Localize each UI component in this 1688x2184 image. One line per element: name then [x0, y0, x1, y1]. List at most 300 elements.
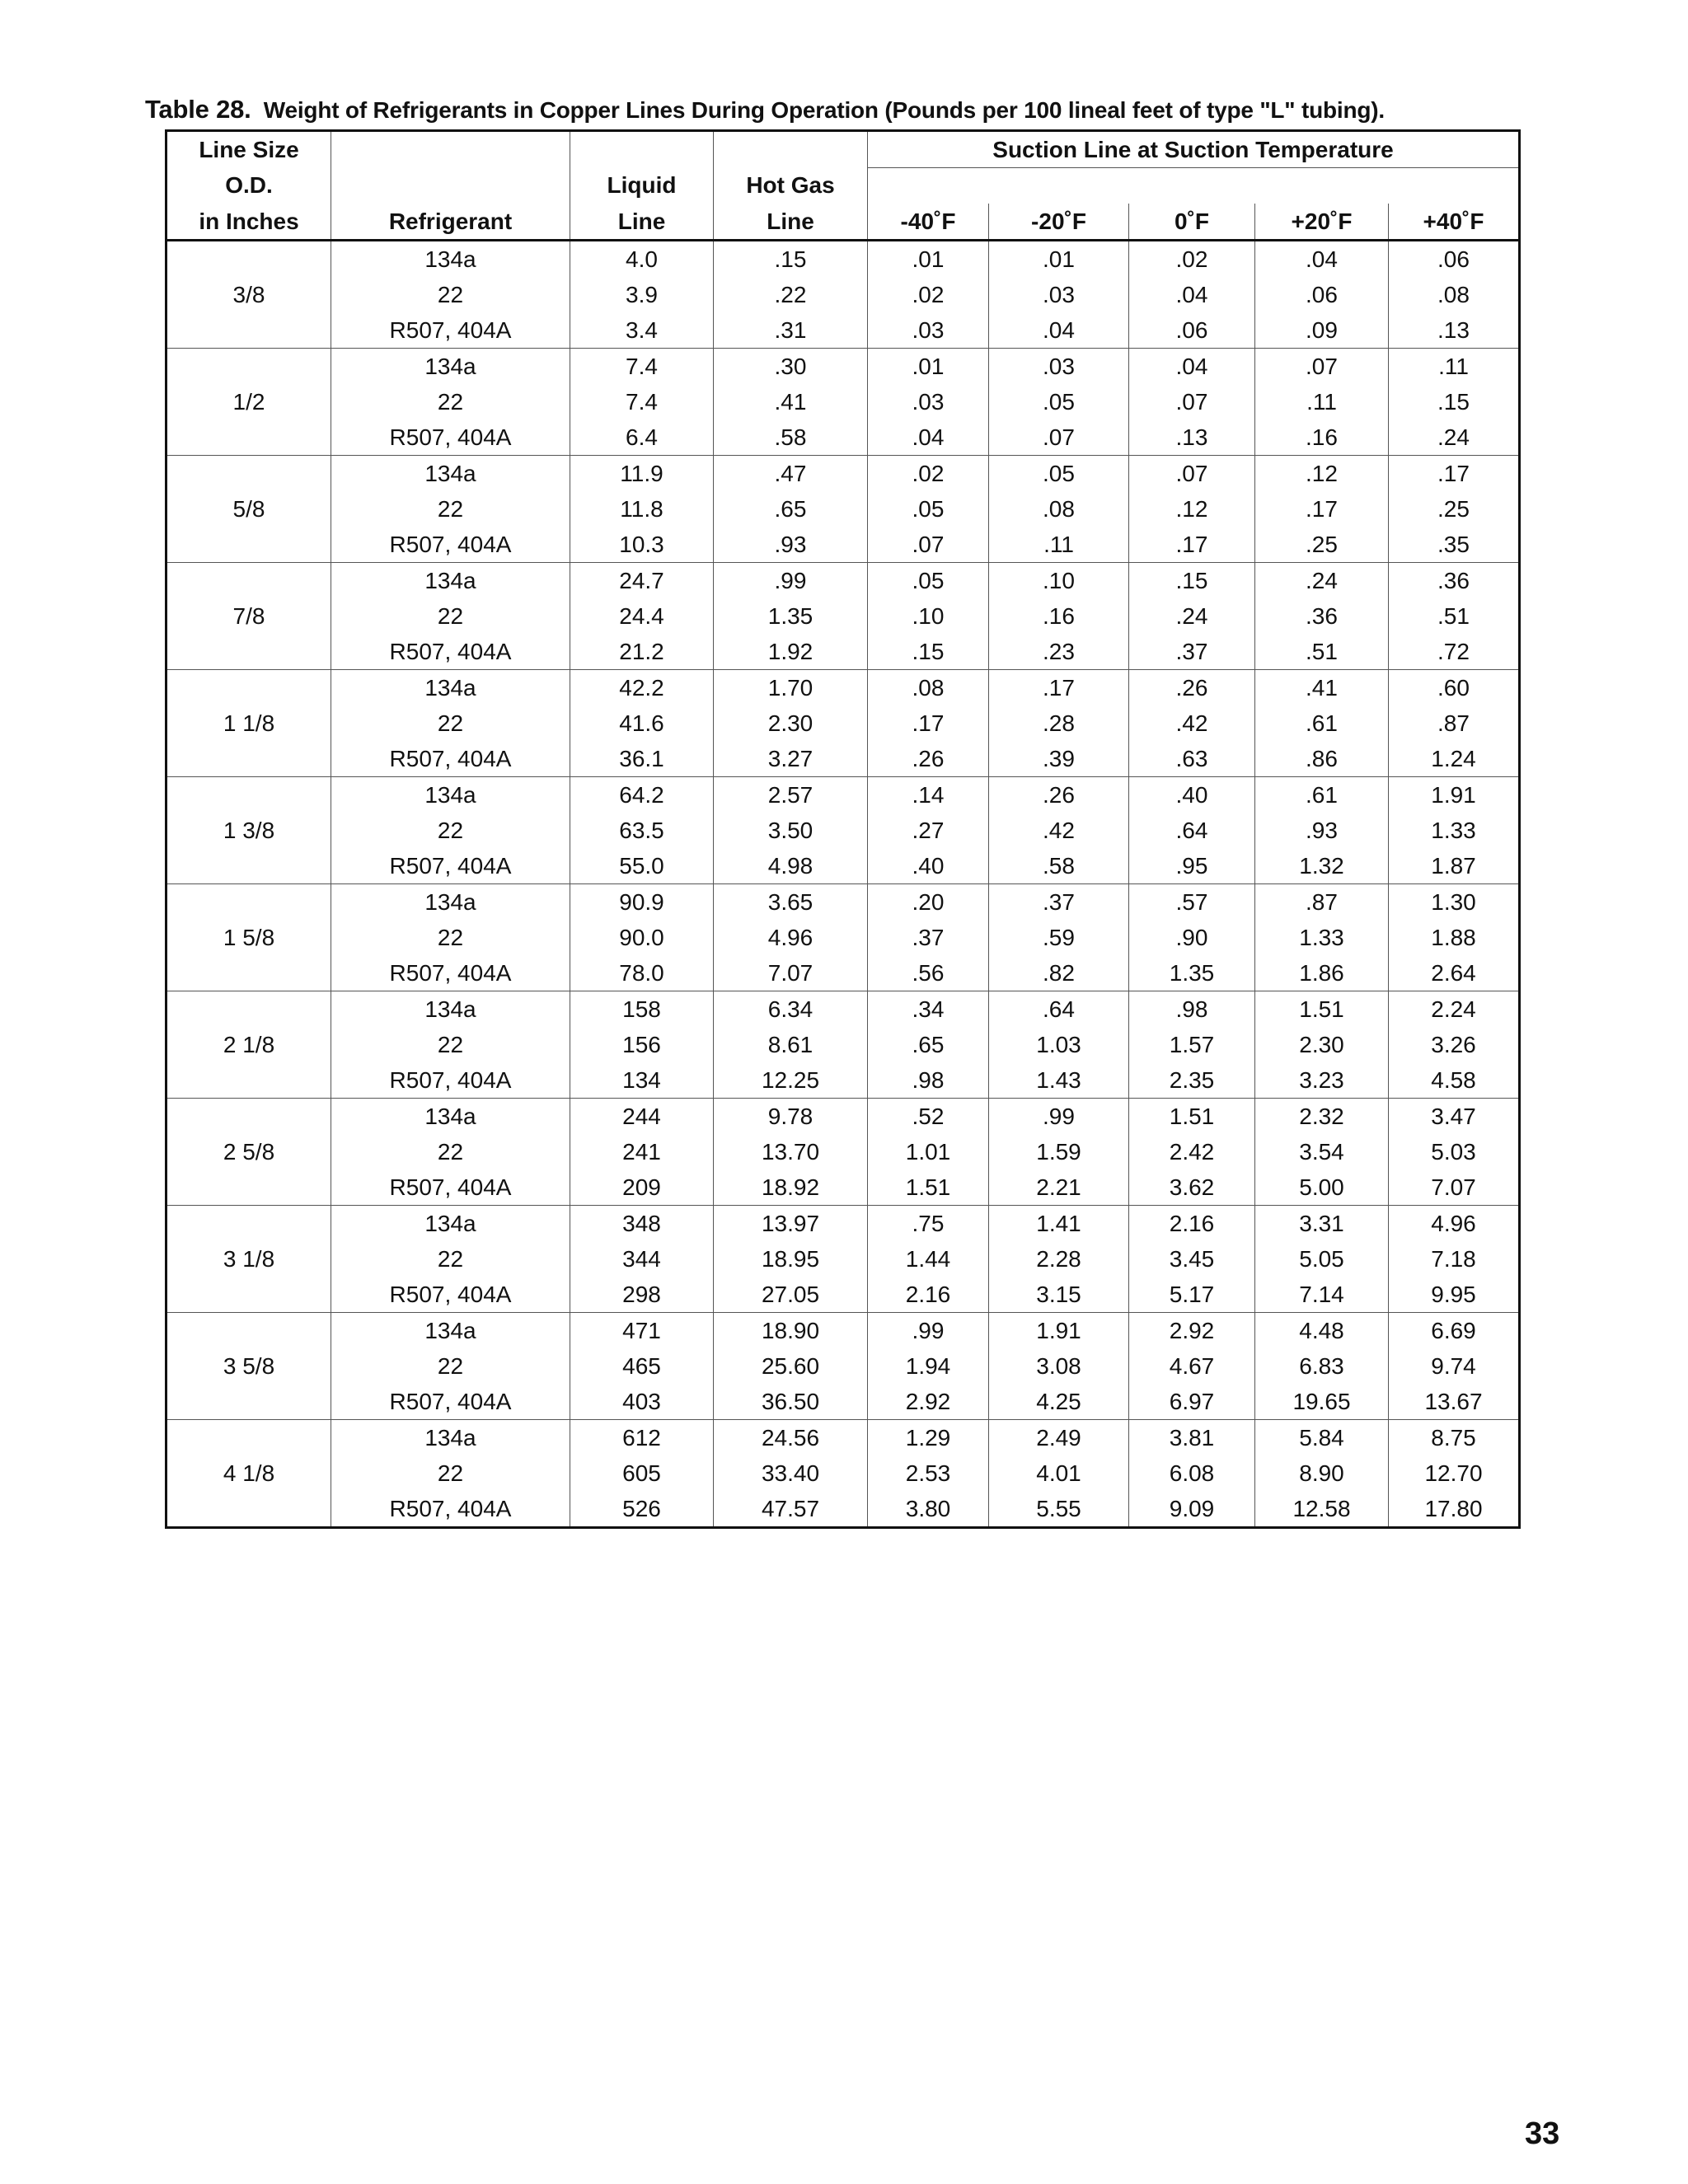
value-cell: .26	[989, 777, 1129, 813]
value-cell: .07	[1129, 384, 1255, 419]
value-cell: 8.61	[714, 1027, 868, 1062]
header-blank	[989, 168, 1129, 204]
refrigerant-cell: 134a	[331, 563, 570, 599]
table-row	[166, 848, 1520, 884]
table-row	[166, 456, 1520, 492]
value-cell: .99	[989, 1099, 1129, 1135]
header-row-2	[166, 168, 1520, 204]
table-row	[166, 1134, 1520, 1169]
table-row	[166, 1206, 1520, 1242]
value-cell: .99	[868, 1313, 989, 1349]
header-blank	[570, 131, 714, 168]
value-cell: 2.92	[1129, 1313, 1255, 1349]
value-cell: 5.00	[1255, 1169, 1389, 1206]
value-cell: .07	[989, 419, 1129, 456]
header-row-1	[166, 131, 1520, 168]
value-cell: 1.91	[1389, 777, 1520, 813]
value-cell: .13	[1129, 419, 1255, 456]
table-row	[166, 920, 1520, 955]
value-cell: 5.55	[989, 1491, 1129, 1528]
header-temp: -40˚F	[868, 204, 989, 241]
value-cell: .65	[868, 1027, 989, 1062]
value-cell: .07	[868, 527, 989, 563]
value-cell: .11	[1255, 384, 1389, 419]
value-cell: 4.67	[1129, 1348, 1255, 1384]
value-cell: 4.01	[989, 1455, 1129, 1491]
value-cell: 156	[570, 1027, 714, 1062]
value-cell: 6.4	[570, 419, 714, 456]
table-row	[166, 598, 1520, 634]
line-size-cell: 2 1/8	[166, 991, 331, 1099]
value-cell: .95	[1129, 848, 1255, 884]
value-cell: 42.2	[570, 670, 714, 706]
value-cell: .01	[989, 241, 1129, 278]
value-cell: 2.28	[989, 1241, 1129, 1277]
value-cell: 3.47	[1389, 1099, 1520, 1135]
value-cell: .16	[989, 598, 1129, 634]
header-line-size-1: Line Size	[199, 136, 299, 162]
value-cell: .01	[868, 349, 989, 385]
refrigerant-cell: R507, 404A	[331, 1169, 570, 1206]
line-size-cell: 5/8	[166, 456, 331, 563]
value-cell: 1.88	[1389, 920, 1520, 955]
value-cell: 13.67	[1389, 1384, 1520, 1420]
value-cell: .41	[714, 384, 868, 419]
value-cell: 3.31	[1255, 1206, 1389, 1242]
value-cell: .42	[1129, 705, 1255, 741]
value-cell: .65	[714, 491, 868, 527]
header-temp: 0˚F	[1129, 204, 1255, 241]
table-row	[166, 1384, 1520, 1420]
value-cell: .02	[868, 277, 989, 312]
value-cell: .10	[989, 563, 1129, 599]
header-line-size-2: O.D.	[225, 172, 273, 199]
value-cell: 64.2	[570, 777, 714, 813]
value-cell: 244	[570, 1099, 714, 1135]
value-cell: .60	[1389, 670, 1520, 706]
table-row	[166, 241, 1520, 278]
value-cell: 2.16	[868, 1277, 989, 1313]
value-cell: .98	[1129, 991, 1255, 1028]
table-row	[166, 813, 1520, 848]
value-cell: 36.50	[714, 1384, 868, 1420]
value-cell: 12.58	[1255, 1491, 1389, 1528]
value-cell: 1.59	[989, 1134, 1129, 1169]
value-cell: .11	[1389, 349, 1520, 385]
value-cell: 7.14	[1255, 1277, 1389, 1313]
refrigerant-cell: R507, 404A	[331, 1491, 570, 1528]
value-cell: .61	[1255, 705, 1389, 741]
value-cell: .28	[989, 705, 1129, 741]
header-blank	[714, 131, 868, 168]
refrigerant-cell: 134a	[331, 670, 570, 706]
value-cell: 1.70	[714, 670, 868, 706]
value-cell: 11.8	[570, 491, 714, 527]
refrigerant-cell: 134a	[331, 1099, 570, 1135]
value-cell: .93	[714, 527, 868, 563]
value-cell: 8.90	[1255, 1455, 1389, 1491]
value-cell: 13.70	[714, 1134, 868, 1169]
value-cell: .75	[868, 1206, 989, 1242]
value-cell: 5.17	[1129, 1277, 1255, 1313]
value-cell: 3.08	[989, 1348, 1129, 1384]
value-cell: .02	[1129, 241, 1255, 278]
value-cell: .16	[1255, 419, 1389, 456]
value-cell: 55.0	[570, 848, 714, 884]
refrigerant-cell: 134a	[331, 456, 570, 492]
value-cell: .15	[1389, 384, 1520, 419]
table-row	[166, 1099, 1520, 1135]
table-row	[166, 312, 1520, 349]
refrigerant-cell: 134a	[331, 349, 570, 385]
value-cell: 526	[570, 1491, 714, 1528]
header-hot-gas-1: Hot Gas	[714, 168, 868, 204]
value-cell: .72	[1389, 634, 1520, 670]
value-cell: .59	[989, 920, 1129, 955]
value-cell: 3.23	[1255, 1062, 1389, 1099]
header-blank	[1255, 168, 1389, 204]
value-cell: .86	[1255, 741, 1389, 777]
value-cell: .34	[868, 991, 989, 1028]
refrigerant-cell: R507, 404A	[331, 634, 570, 670]
value-cell: .87	[1389, 705, 1520, 741]
value-cell: 24.7	[570, 563, 714, 599]
value-cell: .25	[1389, 491, 1520, 527]
value-cell: .42	[989, 813, 1129, 848]
value-cell: 9.74	[1389, 1348, 1520, 1384]
value-cell: .08	[868, 670, 989, 706]
value-cell: .03	[868, 312, 989, 349]
value-cell: 1.32	[1255, 848, 1389, 884]
value-cell: .56	[868, 955, 989, 991]
value-cell: .04	[1255, 241, 1389, 278]
header-liquid-1: Liquid	[570, 168, 714, 204]
table-row	[166, 670, 1520, 706]
value-cell: 4.25	[989, 1384, 1129, 1420]
header-row-3	[166, 204, 1520, 241]
value-cell: 11.9	[570, 456, 714, 492]
table-row	[166, 1027, 1520, 1062]
table-row	[166, 1455, 1520, 1491]
value-cell: 465	[570, 1348, 714, 1384]
value-cell: 2.30	[1255, 1027, 1389, 1062]
value-cell: .06	[1129, 312, 1255, 349]
value-cell: 2.30	[714, 705, 868, 741]
value-cell: 1.35	[714, 598, 868, 634]
value-cell: 7.4	[570, 349, 714, 385]
value-cell: .64	[989, 991, 1129, 1028]
value-cell: 1.86	[1255, 955, 1389, 991]
value-cell: 3.65	[714, 884, 868, 921]
value-cell: 12.70	[1389, 1455, 1520, 1491]
value-cell: .82	[989, 955, 1129, 991]
value-cell: 1.33	[1255, 920, 1389, 955]
table-row	[166, 955, 1520, 991]
value-cell: 27.05	[714, 1277, 868, 1313]
value-cell: 605	[570, 1455, 714, 1491]
value-cell: .37	[989, 884, 1129, 921]
value-cell: .51	[1389, 598, 1520, 634]
value-cell: 47.57	[714, 1491, 868, 1528]
value-cell: .26	[1129, 670, 1255, 706]
value-cell: 298	[570, 1277, 714, 1313]
value-cell: 2.21	[989, 1169, 1129, 1206]
value-cell: 8.75	[1389, 1420, 1520, 1456]
value-cell: 1.33	[1389, 813, 1520, 848]
value-cell: 2.35	[1129, 1062, 1255, 1099]
table-row	[166, 1062, 1520, 1099]
value-cell: 2.32	[1255, 1099, 1389, 1135]
value-cell: 90.0	[570, 920, 714, 955]
value-cell: .24	[1255, 563, 1389, 599]
value-cell: .14	[868, 777, 989, 813]
value-cell: .04	[868, 419, 989, 456]
value-cell: .93	[1255, 813, 1389, 848]
value-cell: .15	[868, 634, 989, 670]
value-cell: 9.95	[1389, 1277, 1520, 1313]
refrigerant-cell: R507, 404A	[331, 848, 570, 884]
refrigerant-cell: R507, 404A	[331, 955, 570, 991]
header-refrigerant: Refrigerant	[331, 204, 570, 241]
value-cell: 1.51	[868, 1169, 989, 1206]
value-cell: 6.08	[1129, 1455, 1255, 1491]
value-cell: .12	[1129, 491, 1255, 527]
value-cell: .63	[1129, 741, 1255, 777]
value-cell: 1.51	[1255, 991, 1389, 1028]
value-cell: 1.92	[714, 634, 868, 670]
value-cell: .58	[714, 419, 868, 456]
header-blank	[331, 131, 570, 168]
value-cell: 78.0	[570, 955, 714, 991]
value-cell: 5.84	[1255, 1420, 1389, 1456]
table-row	[166, 884, 1520, 921]
refrigerant-cell: 22	[331, 1241, 570, 1277]
value-cell: 1.01	[868, 1134, 989, 1169]
value-cell: .06	[1389, 241, 1520, 278]
refrigerant-cell: R507, 404A	[331, 419, 570, 456]
table-row	[166, 1277, 1520, 1313]
value-cell: 18.92	[714, 1169, 868, 1206]
value-cell: 3.9	[570, 277, 714, 312]
value-cell: 3.15	[989, 1277, 1129, 1313]
value-cell: .11	[989, 527, 1129, 563]
refrigerant-cell: 22	[331, 277, 570, 312]
value-cell: .36	[1255, 598, 1389, 634]
refrigerant-cell: 22	[331, 1348, 570, 1384]
header-temp: +20˚F	[1255, 204, 1389, 241]
value-cell: 1.03	[989, 1027, 1129, 1062]
header-temp: -20˚F	[989, 204, 1129, 241]
value-cell: .24	[1389, 419, 1520, 456]
value-cell: 6.69	[1389, 1313, 1520, 1349]
value-cell: 403	[570, 1384, 714, 1420]
value-cell: .99	[714, 563, 868, 599]
page-number: 33	[1525, 2116, 1560, 2151]
value-cell: 9.78	[714, 1099, 868, 1135]
table-row	[166, 777, 1520, 813]
value-cell: .08	[989, 491, 1129, 527]
table-row	[166, 527, 1520, 563]
value-cell: 4.0	[570, 241, 714, 278]
value-cell: 1.35	[1129, 955, 1255, 991]
value-cell: .17	[1255, 491, 1389, 527]
value-cell: .37	[1129, 634, 1255, 670]
value-cell: 5.05	[1255, 1241, 1389, 1277]
value-cell: .07	[1255, 349, 1389, 385]
value-cell: 1.24	[1389, 741, 1520, 777]
value-cell: 18.90	[714, 1313, 868, 1349]
header-hot-gas-2: Line	[714, 204, 868, 241]
value-cell: .09	[1255, 312, 1389, 349]
line-size-cell: 1 5/8	[166, 884, 331, 991]
value-cell: .36	[1389, 563, 1520, 599]
table-row	[166, 277, 1520, 312]
value-cell: 1.44	[868, 1241, 989, 1277]
value-cell: .12	[1255, 456, 1389, 492]
value-cell: .06	[1255, 277, 1389, 312]
value-cell: .90	[1129, 920, 1255, 955]
value-cell: 1.57	[1129, 1027, 1255, 1062]
value-cell: 4.98	[714, 848, 868, 884]
header-line-size-3: in Inches	[166, 204, 331, 241]
value-cell: .23	[989, 634, 1129, 670]
value-cell: 6.83	[1255, 1348, 1389, 1384]
table-caption-label: Table 28.	[145, 95, 251, 124]
value-cell: .17	[1129, 527, 1255, 563]
value-cell: 18.95	[714, 1241, 868, 1277]
line-size-cell: 4 1/8	[223, 1460, 275, 1486]
table-caption	[145, 95, 1546, 124]
refrigerant-cell: R507, 404A	[331, 527, 570, 563]
refrigerant-cell: R507, 404A	[331, 741, 570, 777]
value-cell: 21.2	[570, 634, 714, 670]
line-size-cell: 1/2	[166, 349, 331, 456]
value-cell: 3.54	[1255, 1134, 1389, 1169]
value-cell: 19.65	[1255, 1384, 1389, 1420]
table-row	[166, 563, 1520, 599]
table-row	[166, 349, 1520, 385]
value-cell: 63.5	[570, 813, 714, 848]
header-liquid-2: Line	[570, 204, 714, 241]
value-cell: 90.9	[570, 884, 714, 921]
value-cell: 4.48	[1255, 1313, 1389, 1349]
value-cell: .03	[868, 384, 989, 419]
table-row	[166, 1169, 1520, 1206]
value-cell: .47	[714, 456, 868, 492]
table-row	[166, 419, 1520, 456]
table-row	[166, 491, 1520, 527]
value-cell: 7.07	[714, 955, 868, 991]
header-blank	[868, 168, 989, 204]
value-cell: .07	[1129, 456, 1255, 492]
refrigerant-weight-table	[165, 129, 1521, 1529]
value-cell: 6.34	[714, 991, 868, 1028]
value-cell: .03	[989, 349, 1129, 385]
table-row	[166, 1420, 1520, 1456]
value-cell: 4.96	[1389, 1206, 1520, 1242]
value-cell: .17	[989, 670, 1129, 706]
value-cell: 209	[570, 1169, 714, 1206]
value-cell: .05	[868, 563, 989, 599]
refrigerant-cell: 22	[331, 813, 570, 848]
value-cell: 3.26	[1389, 1027, 1520, 1062]
value-cell: 2.57	[714, 777, 868, 813]
line-size-cell: 1 3/8	[166, 777, 331, 884]
value-cell: .04	[1129, 349, 1255, 385]
refrigerant-cell: 134a	[331, 1206, 570, 1242]
value-cell: .40	[1129, 777, 1255, 813]
table-row	[166, 1348, 1520, 1384]
table-row	[166, 741, 1520, 777]
value-cell: 134	[570, 1062, 714, 1099]
line-size-cell: 7/8	[166, 563, 331, 670]
header-suction-group: Suction Line at Suction Temperature	[868, 131, 1520, 168]
value-cell: .35	[1389, 527, 1520, 563]
value-cell: 2.16	[1129, 1206, 1255, 1242]
table-row	[166, 384, 1520, 419]
value-cell: 1.43	[989, 1062, 1129, 1099]
value-cell: 348	[570, 1206, 714, 1242]
value-cell: .39	[989, 741, 1129, 777]
value-cell: 3.81	[1129, 1420, 1255, 1456]
refrigerant-cell: R507, 404A	[331, 1277, 570, 1313]
value-cell: 1.91	[989, 1313, 1129, 1349]
line-size-cell: 3 5/8	[166, 1313, 331, 1420]
value-cell: .03	[989, 277, 1129, 312]
value-cell: 36.1	[570, 741, 714, 777]
value-cell: 9.09	[1129, 1491, 1255, 1528]
value-cell: 2.53	[868, 1455, 989, 1491]
value-cell: 3.50	[714, 813, 868, 848]
value-cell: .25	[1255, 527, 1389, 563]
value-cell: 7.07	[1389, 1169, 1520, 1206]
refrigerant-cell: R507, 404A	[331, 1384, 570, 1420]
table-body	[166, 241, 1520, 1528]
refrigerant-cell: R507, 404A	[331, 1062, 570, 1099]
value-cell: 24.4	[570, 598, 714, 634]
value-cell: .27	[868, 813, 989, 848]
value-cell: .51	[1255, 634, 1389, 670]
value-cell: .02	[868, 456, 989, 492]
value-cell: .04	[1129, 277, 1255, 312]
value-cell: .61	[1255, 777, 1389, 813]
value-cell: 10.3	[570, 527, 714, 563]
value-cell: .08	[1389, 277, 1520, 312]
value-cell: 1.87	[1389, 848, 1520, 884]
value-cell: 471	[570, 1313, 714, 1349]
value-cell: .15	[714, 241, 868, 278]
value-cell: .57	[1129, 884, 1255, 921]
table-row	[166, 634, 1520, 670]
refrigerant-cell: 22	[331, 1027, 570, 1062]
value-cell: 4.96	[714, 920, 868, 955]
value-cell: 41.6	[570, 705, 714, 741]
line-size-cell: 1 1/8	[166, 670, 331, 777]
value-cell: 1.94	[868, 1348, 989, 1384]
table-header	[166, 131, 1520, 241]
value-cell: .52	[868, 1099, 989, 1135]
value-cell: 2.92	[868, 1384, 989, 1420]
value-cell: 2.24	[1389, 991, 1520, 1028]
value-cell: .20	[868, 884, 989, 921]
refrigerant-cell: 22	[331, 1134, 570, 1169]
value-cell: .04	[989, 312, 1129, 349]
value-cell: 1.51	[1129, 1099, 1255, 1135]
value-cell: .37	[868, 920, 989, 955]
refrigerant-cell: 134a	[331, 1313, 570, 1349]
table-row	[166, 1491, 1520, 1528]
value-cell: 4.58	[1389, 1062, 1520, 1099]
